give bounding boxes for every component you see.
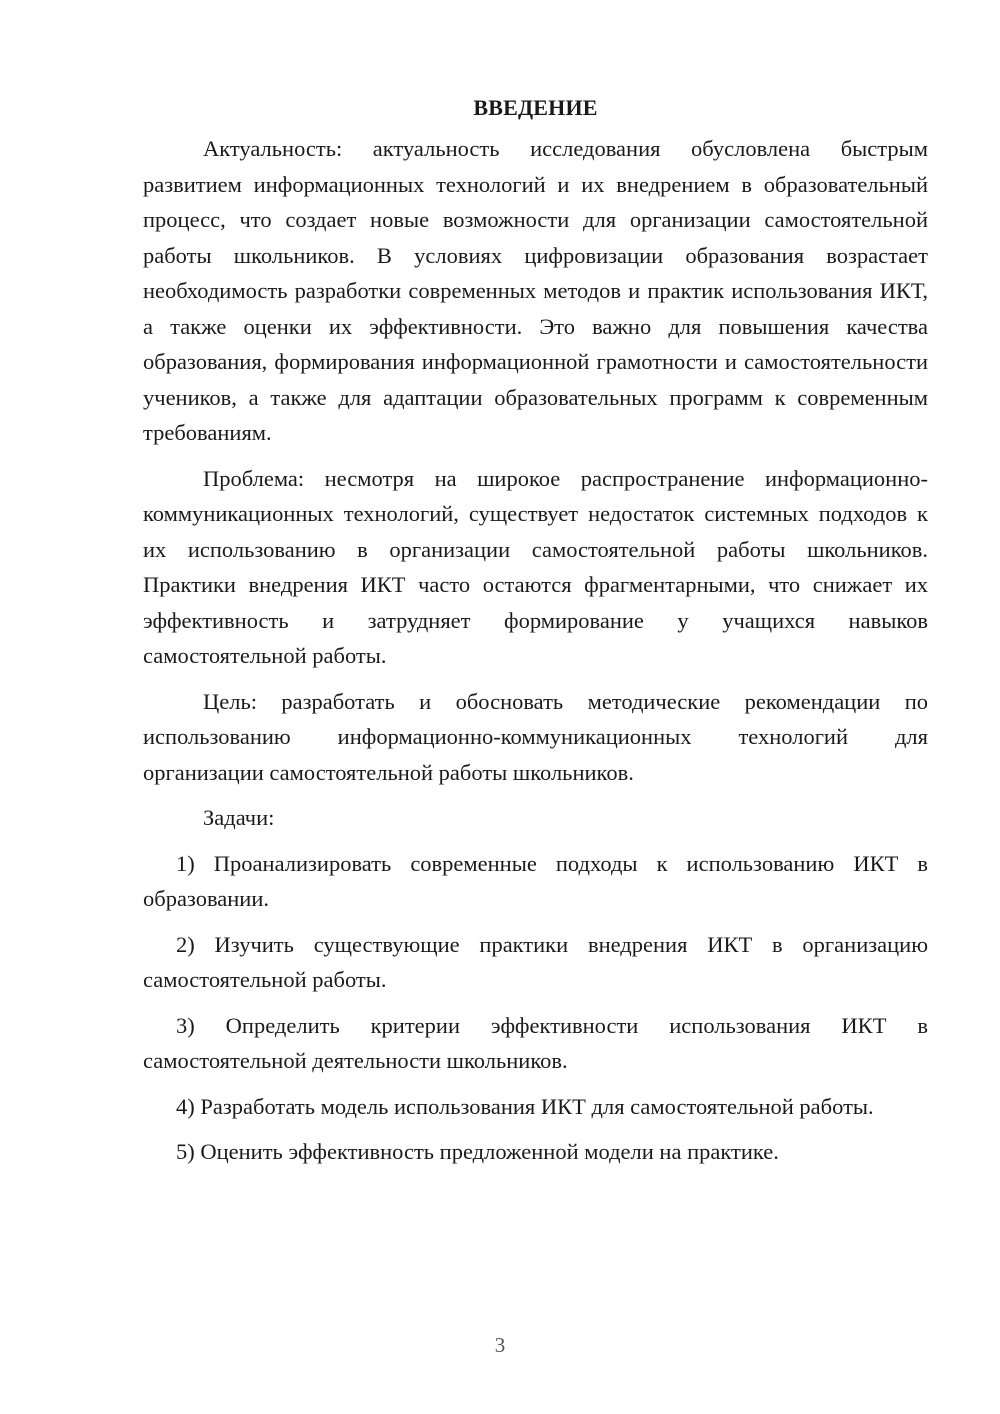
task-item: 4) Разработать модель использования ИКТ для самостоятельной работы. <box>176 1093 874 1119</box>
task-item: 1) Проанализировать современные подходы к использованию ИКТ в образовании. <box>143 850 928 911</box>
section-title: ВВЕДЕНИЕ <box>473 95 598 120</box>
paragraph-problem: Проблема: несмотря на широкое распространение информационно-коммуникационных технологий, существует недостаток системных подходов к их использованию в организации самостоятельной работы школьников. Практики внедрения ИКТ часто остаются фрагментарными, что снижает их эффективность и затрудняет формирование у учащихся навыков самостоятельной работы. <box>143 465 928 668</box>
task-item: 2) Изучить существующие практики внедрения ИКТ в организацию самостоятельной работы. <box>143 931 928 992</box>
tasks-list <box>143 846 928 1170</box>
paragraph-relevance: Актуальность: актуальность исследования обусловлена быстрым развитием информационных технологий и их внедрением в образовательный процесс, что создает новые возможности для организации самостоятельной работы школьников. В условиях цифровизации образования возрастает необходимость разработки современных методов и практик использования ИКТ, а также оценки их эффективности. Это важно для повышения качества образования, формирования информационной грамотности и самостоятельности учеников, а также для адаптации образовательных программ к современным требованиям. <box>143 136 928 445</box>
paragraph-goal: Цель: разработать и обосновать методические рекомендации по использованию информационно-коммуникационных технологий для организации самостоятельной работы школьников. <box>143 688 928 785</box>
document-page <box>143 90 928 1180</box>
page-number: 3 <box>494 1333 506 1357</box>
tasks-heading: Задачи: <box>203 805 275 830</box>
task-item: 3) Определить критерии эффективности использования ИКТ в самостоятельной деятельности школьников. <box>143 1012 928 1073</box>
task-item: 5) Оценить эффективность предложенной модели на практике. <box>176 1139 779 1164</box>
